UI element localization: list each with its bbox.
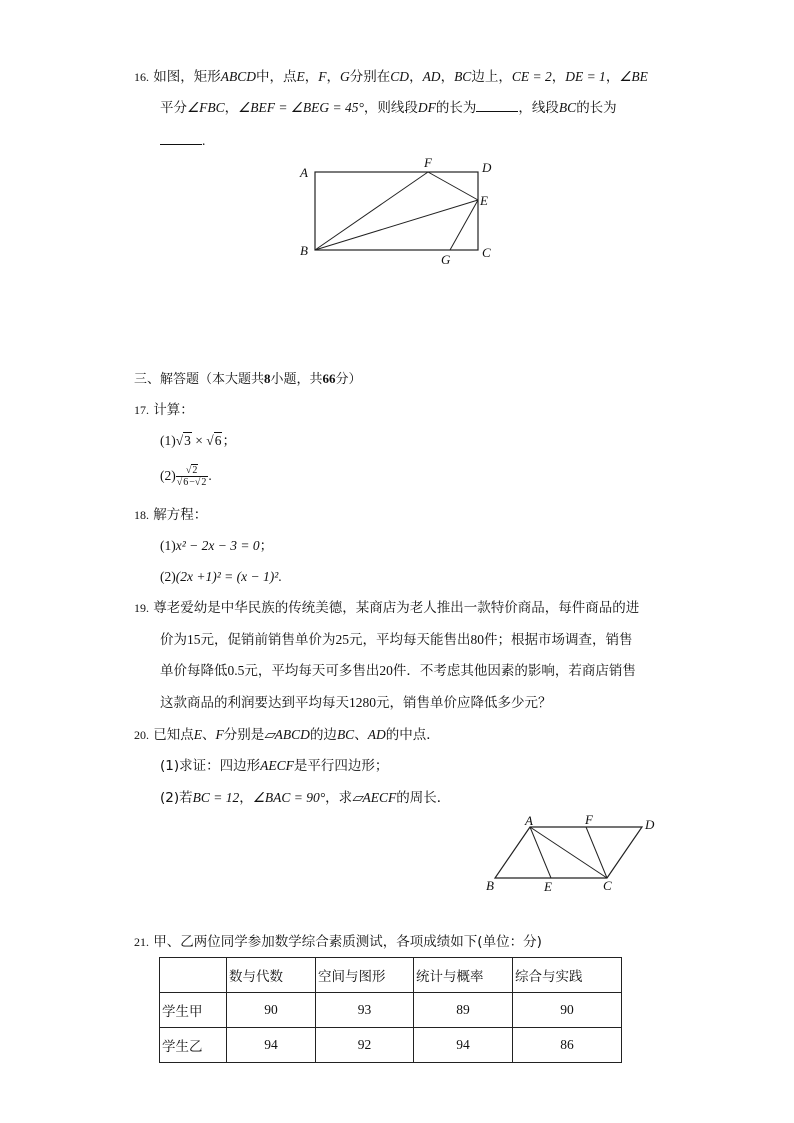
table-cell: 90 <box>513 993 622 1028</box>
table-header-cell: 综合与实践 <box>513 958 622 993</box>
question-19-line-3: 单价每降低0.5元，平均每天可多售出20件．不考虑其他因素的影响，若商店销售 <box>160 663 636 679</box>
vertex-label-c: C <box>482 245 491 260</box>
vertex-label-d: D <box>482 160 492 175</box>
segment-ae <box>530 827 551 878</box>
question-20-line-1: 20. 已知点E、F分别是▱ABCD的边BC、AD的中点． <box>134 727 440 743</box>
question-16-line-1: 16. 如图，矩形ABCD中，点E，F，G分别在CD，AD，BC边上，CE = 2，DE = 1，∠BE <box>134 69 648 85</box>
question-17-title: 17. 计算： <box>134 402 194 418</box>
table-header-cell: 数与代数 <box>227 958 316 993</box>
question-number: 18. <box>134 508 149 522</box>
question-number: 17. <box>134 403 149 417</box>
vertex-label-e: E <box>544 879 552 894</box>
segment-ac <box>530 827 607 878</box>
vertex-label-d: D <box>645 817 655 832</box>
vertex-label-a: A <box>300 165 308 180</box>
segment-fc <box>586 827 607 878</box>
table-cell: 86 <box>513 1028 622 1063</box>
question-number: 21. <box>134 935 149 949</box>
question-21-text: 21. 甲、乙两位同学参加数学综合素质测试，各项成绩如下(单位：分) <box>134 934 542 950</box>
question-17-part-2: (2) $\frac{√2}{√6-√2}$ . <box>160 464 212 488</box>
parallelogram-figure <box>480 810 670 896</box>
table-header-cell <box>160 958 227 993</box>
rectangle-abcd <box>315 172 478 250</box>
question-18-title: 18. 解方程： <box>134 507 208 523</box>
question-19-line-2: 价为15元，促销前销售单价为25元，平均每天能售出80件；根据市场调查，销售 <box>160 632 633 648</box>
table-header-cell: 空间与图形 <box>316 958 414 993</box>
vertex-label-a: A <box>525 813 533 828</box>
answer-blank <box>476 99 518 112</box>
table-header-row <box>160 958 622 993</box>
table-header-cell: 统计与概率 <box>414 958 513 993</box>
vertex-label-c: C <box>603 878 612 893</box>
fraction: $\frac{√2}{√6-√2}$ <box>176 464 207 488</box>
question-19-line-4: 这款商品的利润要达到平均每天1280元，销售单价应降低多少元？ <box>160 695 552 711</box>
vertex-label-f: F <box>585 812 593 827</box>
answer-blank <box>160 132 202 145</box>
table-cell: 94 <box>227 1028 316 1063</box>
vertex-label-g: G <box>441 252 451 267</box>
segment-fe <box>428 172 478 200</box>
question-number: 16. <box>134 70 149 84</box>
table-cell: 92 <box>316 1028 414 1063</box>
question-17-part-1: (1)√3 × √6； <box>160 433 236 449</box>
vertex-label-f: F <box>424 155 432 170</box>
table-cell: 89 <box>414 993 513 1028</box>
question-number: 20. <box>134 728 149 742</box>
table-row <box>160 1028 622 1063</box>
scores-table <box>159 957 622 1063</box>
question-number: 19. <box>134 601 149 615</box>
table-row-label: 学生乙 <box>160 1028 227 1063</box>
section-3-title: 三、解答题（本大题共8小题，共66分） <box>134 371 362 387</box>
vertex-label-b: B <box>486 878 494 893</box>
question-16-line-3: . <box>160 132 205 150</box>
vertex-label-b: B <box>300 243 308 258</box>
rectangle-figure <box>290 150 510 270</box>
table-cell: 94 <box>414 1028 513 1063</box>
segment-be <box>315 200 478 250</box>
question-16-line-2: 平分∠FBC，∠BEF = ∠BEG = 45°，则线段DF的长为 ，线段BC的长为 <box>160 100 617 116</box>
question-20-part-2: (2)若BC = 12，∠BAC = 90°，求▱AECF的周长． <box>160 790 451 806</box>
table-cell: 90 <box>227 993 316 1028</box>
table-row-label: 学生甲 <box>160 993 227 1028</box>
segment-bf <box>315 172 428 250</box>
table-row <box>160 993 622 1028</box>
question-18-part-1: (1)x² − 2x − 3 = 0； <box>160 538 274 554</box>
vertex-label-e: E <box>480 193 488 208</box>
question-18-part-2: (2)(2x +1)² = (x − 1)². <box>160 569 282 584</box>
question-20-part-1: (1)求证：四边形AECF是平行四边形； <box>160 758 389 774</box>
question-19-line-1: 19. 尊老爱幼是中华民族的传统美德，某商店为老人推出一款特价商品，每件商品的进 <box>134 600 640 616</box>
table-cell: 93 <box>316 993 414 1028</box>
